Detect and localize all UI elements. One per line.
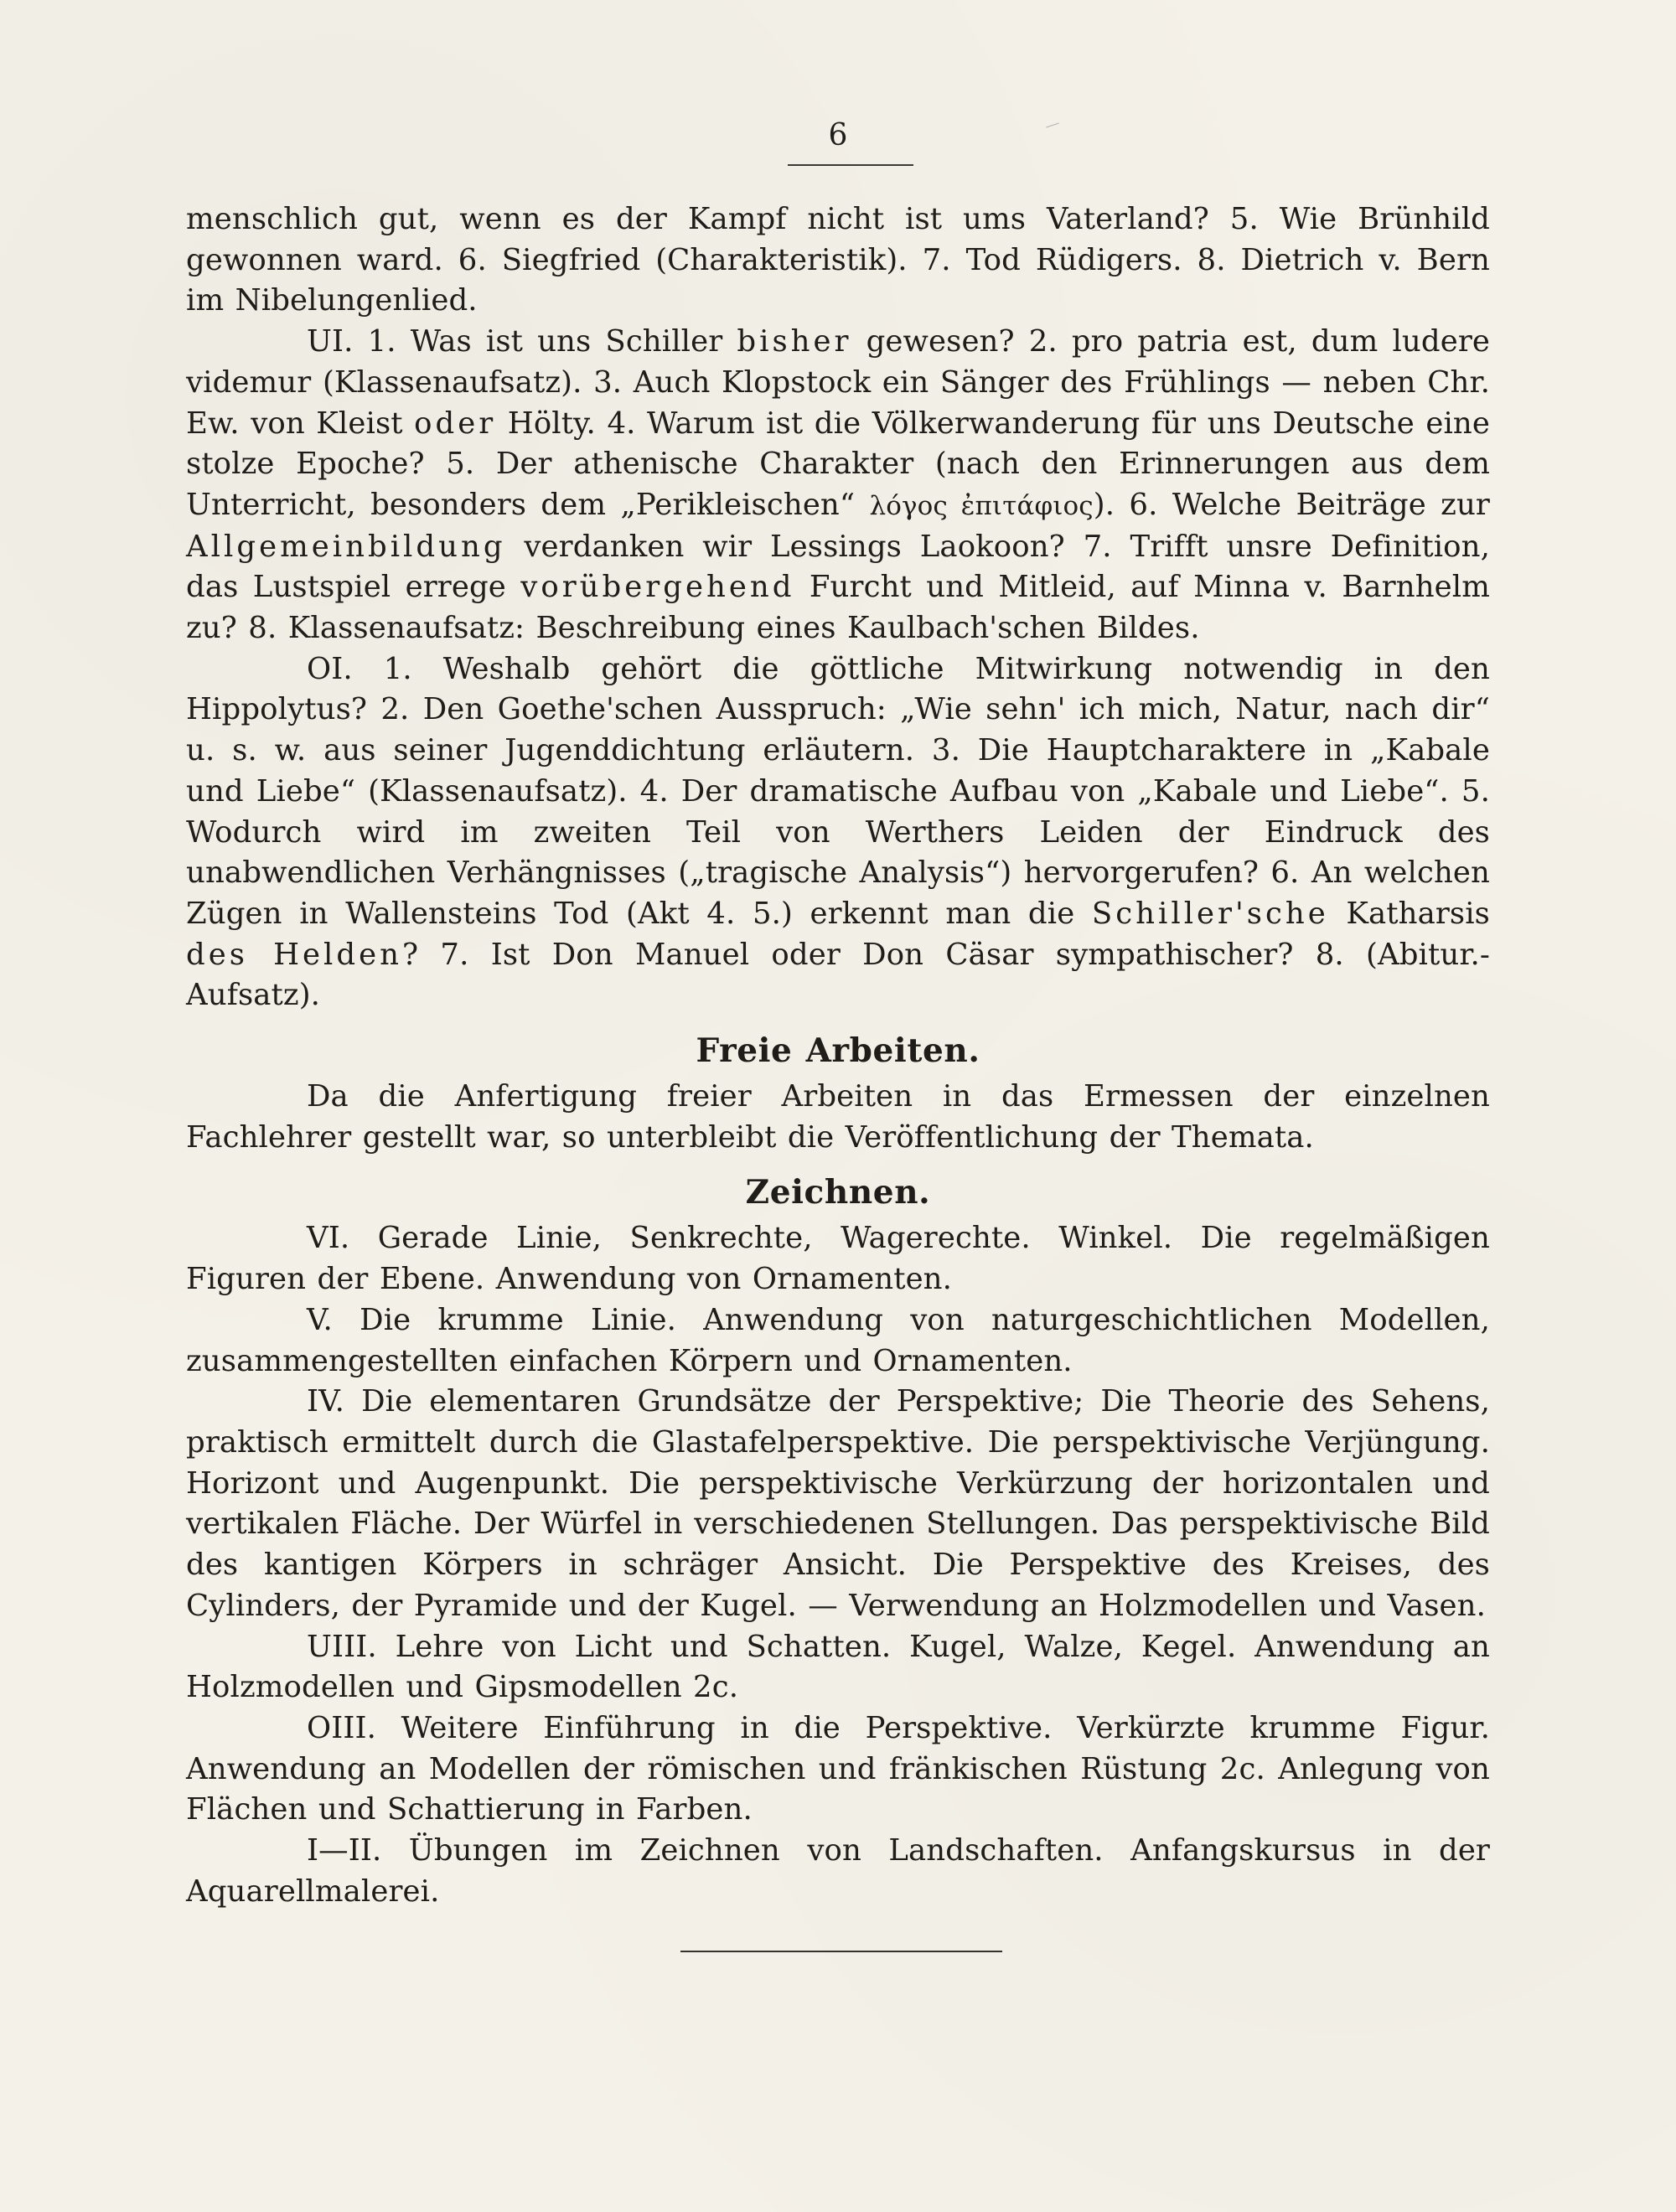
section-heading-zeichnen: Zeichnen. (745, 1173, 931, 1212)
text-segment: OI. 1. Weshalb gehört die göttliche Mitwirkung notwendig in den Hippolytus? 2. Den Goethe'schen Ausspruch: „Wie sehn' ich mich, Natur, nach dir“ u. s. w. aus seiner Jugenddichtung erläutern. 3. Die Hauptcharaktere in „Kabale und Liebe“ (Klassenaufsatz). 4. Der dramatische Aufbau von „Kabale und Liebe“. 5. Wodurch wird im zweiten Teil von Werthers Leiden der Eindruck des unabwendlichen Verhängnisses („tragische Analysis“) hervorgerufen? 6. An welchen Zügen in Wallensteins Tod (Akt 4. 5.) erkennt man die (186, 651, 1490, 931)
emphasis-text: des Helden (186, 937, 403, 972)
header-rule (788, 164, 913, 166)
paragraph-freie-arbeiten: Da die Anfertigung freier Arbeiten in das Ermessen der einzelnen Fachlehrer gestellt war, so unterbleibt die Veröffentlichung der Themata. (186, 1079, 1490, 1155)
text-segment: Furcht und Mitleid, auf Minna v. Barnhelm zu? 8. Klassenaufsatz: Beschreibung eines Kaulbach'schen Bildes. (186, 570, 1490, 646)
text-segment: Katharsis (1328, 896, 1490, 931)
text-segment: ? 7. Ist Don Manuel oder Don Cäsar sympathischer? 8. (Abitur.-Aufsatz). (186, 937, 1490, 1013)
text-segment: verdanken wir Lessings Laokoon? 7. Trifft unsre Definition, das Lustspiel errege (186, 529, 1490, 605)
paragraph-continuation: menschlich gut, wenn es der Kampf nicht ist ums Vaterland? 5. Wie Brünhild gewonnen ward. 6. Siegfried (Charakteristik). 7. Tod Rüdigers. 8. Dietrich v. Bern im Nibelungenlied. (186, 202, 1490, 318)
text-segment: ). 6. Welche Beiträge zur (1093, 487, 1490, 522)
emphasis-text: Schiller'sche (1091, 896, 1329, 931)
emphasis-text: vorübergehend (520, 570, 795, 605)
page-number: 6 (828, 118, 848, 152)
page-content (186, 199, 1490, 1912)
text-segment: UI. 1. Was ist uns Schiller (307, 324, 737, 359)
paragraph-ui (186, 322, 1490, 649)
paragraph-vi: VI. Gerade Linie, Senkrechte, Wagerechte. Winkel. Die regelmäßigen Figuren der Ebene. Anwendung von Ornamenten. (186, 1221, 1490, 1297)
text-segment: gewesen? 2. pro patria est, dum ludere videmur (Klassenaufsatz). 3. Auch Klopstock ein Sänger des Frühlings — neben Chr. Ew. von Kleist (186, 324, 1491, 441)
greek-text: λόγος ἐπιτάφιος (869, 490, 1094, 521)
emphasis-text: Allgemeinbildung (186, 529, 506, 564)
paragraph-oi (186, 649, 1490, 1016)
paragraph-i-ii: I—II. Übungen im Zeichnen von Landschaften. Anfangskursus in der Aquarellmalerei. (186, 1833, 1490, 1909)
paragraph-v: V. Die krumme Linie. Anwendung von naturgeschichtlichen Modellen, zusammengestellten einfachen Körpern und Ornamenten. (186, 1302, 1490, 1378)
paragraph-oiii: OIII. Weitere Einführung in die Perspektive. Verkürzte krumme Figur. Anwendung an Modellen der römischen und fränkischen Rüstung 2c. Anlegung von Flächen und Schattierung in Farben. (186, 1710, 1490, 1827)
emphasis-text: oder (414, 406, 497, 441)
section-heading-freie-arbeiten: Freie Arbeiten. (696, 1031, 980, 1071)
paragraph-uiii: UIII. Lehre von Licht und Schatten. Kugel, Walze, Kegel. Anwendung an Holzmodellen und Gipsmodellen 2c. (186, 1629, 1490, 1705)
text-segment: Hölty. 4. Warum ist die Völkerwanderung für uns Deutsche eine stolze Epoche? 5. Der athenische Charakter (nach den Erinnerungen aus dem Unterricht, besonders dem „Perikleischen“ (186, 406, 1490, 522)
footer-rule (680, 1951, 1002, 1952)
paragraph-iv: IV. Die elementaren Grundsätze der Perspektive; Die Theorie des Sehens, praktisch ermittelt durch die Glastafelperspektive. Die perspektivische Verjüngung. Horizont und Augenpunkt. Die perspektivische Verkürzung der horizontalen und vertikalen Fläche. Der Würfel in verschiedenen Stellungen. Das perspektivische Bild des kantigen Körpers in schräger Ansicht. Die Perspektive des Kreises, des Cylinders, der Pyramide und der Kugel. — Verwendung an Holzmodellen und Vasen. (186, 1384, 1490, 1623)
scan-mark (1046, 123, 1059, 128)
emphasis-text: bisher (737, 324, 852, 359)
